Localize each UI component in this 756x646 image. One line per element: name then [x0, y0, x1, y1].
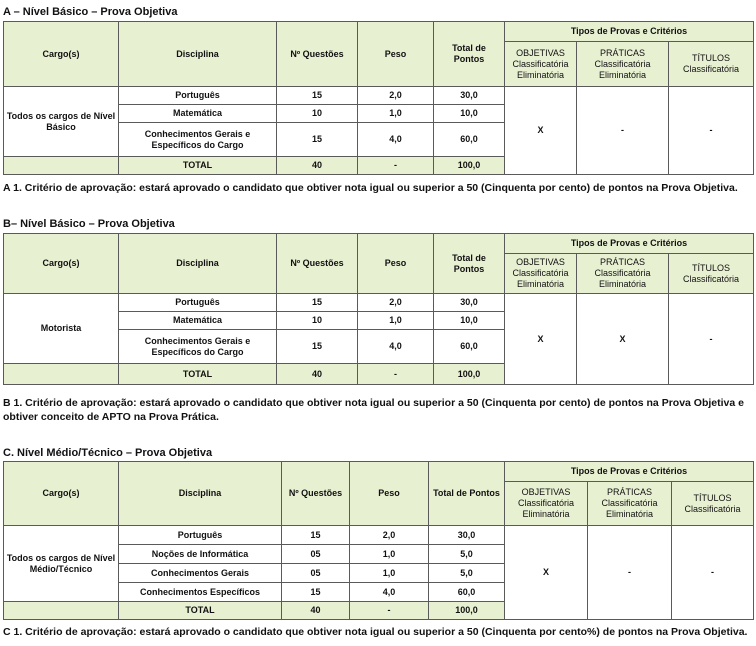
- header-praticas: PRÁTICAS Classificatória Eliminatória: [577, 42, 669, 87]
- total-cell: 30,0: [429, 526, 505, 545]
- questoes-cell: 15: [282, 583, 350, 602]
- questoes-cell: 05: [282, 564, 350, 583]
- header-titulos: TÍTULOS Classificatória: [672, 482, 754, 526]
- total-row-blank: [4, 157, 119, 175]
- total-peso: -: [350, 602, 429, 620]
- mark-titulos: -: [672, 526, 754, 620]
- header-objetivas: OBJETIVAS Classificatória Eliminatória: [505, 254, 577, 294]
- total-cell: 5,0: [429, 564, 505, 583]
- total-cell: 60,0: [429, 583, 505, 602]
- disciplina-cell: Português: [119, 87, 277, 105]
- section-b-note: B 1. Critério de aprovação: estará aprovado o candidato que obtiver nota igual ou superior a 50 (Cinquenta por cento) de pontos na Prova Objetiva e obtiver conceito de APTO na Prova Prática.: [3, 397, 744, 423]
- questoes-cell: 15: [277, 87, 358, 105]
- mark-objetivas: X: [505, 294, 577, 385]
- peso-cell: 4,0: [358, 123, 434, 157]
- disciplina-cell: Conhecimentos Gerais e Específicos do Cargo: [119, 123, 277, 157]
- header-disciplina: Disciplina: [119, 234, 277, 294]
- header-total-pontos: Total de Pontos: [434, 234, 505, 294]
- mark-titulos: -: [669, 87, 754, 175]
- header-titulos: TÍTULOS Classificatória: [669, 254, 754, 294]
- cargo-cell: Todos os cargos de Nível Médio/Técnico: [4, 526, 119, 602]
- section-c-title: C. Nível Médio/Técnico – Prova Objetiva: [3, 447, 213, 459]
- total-cell: 60,0: [434, 330, 505, 364]
- header-objetivas: OBJETIVAS Classificatória Eliminatória: [505, 42, 577, 87]
- header-cargos: Cargo(s): [4, 462, 119, 526]
- peso-cell: 4,0: [358, 330, 434, 364]
- disciplina-cell: Português: [119, 526, 282, 545]
- total-questoes: 40: [282, 602, 350, 620]
- header-questoes: Nº Questões: [282, 462, 350, 526]
- header-tipos: Tipos de Provas e Critérios: [505, 22, 754, 42]
- section-a-title: A – Nível Básico – Prova Objetiva: [3, 6, 178, 18]
- section-a-note: A 1. Critério de aprovação: estará aprovado o candidato que obtiver nota igual ou superior a 50 (Cinquenta por cento) de pontos na Prova Objetiva.: [3, 182, 738, 194]
- header-peso: Peso: [358, 22, 434, 87]
- section-b-title: B– Nível Básico – Prova Objetiva: [3, 218, 175, 230]
- section-c-table: [3, 461, 754, 620]
- total-label: TOTAL: [119, 157, 277, 175]
- header-objetivas: OBJETIVAS Classificatória Eliminatória: [505, 482, 588, 526]
- questoes-cell: 10: [277, 312, 358, 330]
- header-total-pontos: Total de Pontos: [429, 462, 505, 526]
- header-titulos: TÍTULOS Classificatória: [669, 42, 754, 87]
- questoes-cell: 05: [282, 545, 350, 564]
- total-peso: -: [358, 157, 434, 175]
- disciplina-cell: Noções de Informática: [119, 545, 282, 564]
- header-praticas: PRÁTICAS Classificatória Eliminatória: [577, 254, 669, 294]
- total-questoes: 40: [277, 157, 358, 175]
- peso-cell: 2,0: [350, 526, 429, 545]
- disciplina-cell: Matemática: [119, 105, 277, 123]
- header-peso: Peso: [358, 234, 434, 294]
- section-c-note: C 1. Critério de aprovação: estará aprovado o candidato que obtiver nota igual ou superior a 50 (Cinquenta por cento%) de pontos na Prova Objetiva.: [3, 626, 748, 638]
- cargo-cell: Motorista: [4, 294, 119, 364]
- total-pontos: 100,0: [434, 157, 505, 175]
- total-cell: 60,0: [434, 123, 505, 157]
- total-questoes: 40: [277, 364, 358, 385]
- questoes-cell: 15: [277, 294, 358, 312]
- header-disciplina: Disciplina: [119, 462, 282, 526]
- section-a-table: [3, 21, 754, 175]
- questoes-cell: 15: [277, 123, 358, 157]
- total-cell: 10,0: [434, 312, 505, 330]
- cargo-cell: Todos os cargos de Nível Básico: [4, 87, 119, 157]
- header-cargos: Cargo(s): [4, 22, 119, 87]
- mark-praticas: X: [577, 294, 669, 385]
- header-questoes: Nº Questões: [277, 234, 358, 294]
- disciplina-cell: Matemática: [119, 312, 277, 330]
- disciplina-cell: Conhecimentos Específicos: [119, 583, 282, 602]
- total-label: TOTAL: [119, 602, 282, 620]
- total-cell: 30,0: [434, 294, 505, 312]
- questoes-cell: 10: [277, 105, 358, 123]
- disciplina-cell: Conhecimentos Gerais e Específicos do Cargo: [119, 330, 277, 364]
- peso-cell: 1,0: [350, 545, 429, 564]
- header-peso: Peso: [350, 462, 429, 526]
- header-total-pontos: Total de Pontos: [434, 22, 505, 87]
- header-praticas: PRÁTICAS Classificatória Eliminatória: [588, 482, 672, 526]
- section-b-table: [3, 233, 754, 385]
- total-pontos: 100,0: [429, 602, 505, 620]
- header-disciplina: Disciplina: [119, 22, 277, 87]
- total-cell: 5,0: [429, 545, 505, 564]
- questoes-cell: 15: [277, 330, 358, 364]
- disciplina-cell: Conhecimentos Gerais: [119, 564, 282, 583]
- total-cell: 10,0: [434, 105, 505, 123]
- questoes-cell: 15: [282, 526, 350, 545]
- peso-cell: 1,0: [350, 564, 429, 583]
- peso-cell: 1,0: [358, 105, 434, 123]
- total-cell: 30,0: [434, 87, 505, 105]
- header-tipos: Tipos de Provas e Critérios: [505, 234, 754, 254]
- total-pontos: 100,0: [434, 364, 505, 385]
- total-peso: -: [358, 364, 434, 385]
- header-cargos: Cargo(s): [4, 234, 119, 294]
- header-questoes: Nº Questões: [277, 22, 358, 87]
- total-label: TOTAL: [119, 364, 277, 385]
- mark-praticas: -: [588, 526, 672, 620]
- total-row-blank: [4, 602, 119, 620]
- mark-objetivas: X: [505, 526, 588, 620]
- mark-titulos: -: [669, 294, 754, 385]
- total-row-blank: [4, 364, 119, 385]
- peso-cell: 4,0: [350, 583, 429, 602]
- header-tipos: Tipos de Provas e Critérios: [505, 462, 754, 482]
- mark-objetivas: X: [505, 87, 577, 175]
- mark-praticas: -: [577, 87, 669, 175]
- peso-cell: 1,0: [358, 312, 434, 330]
- peso-cell: 2,0: [358, 87, 434, 105]
- peso-cell: 2,0: [358, 294, 434, 312]
- disciplina-cell: Português: [119, 294, 277, 312]
